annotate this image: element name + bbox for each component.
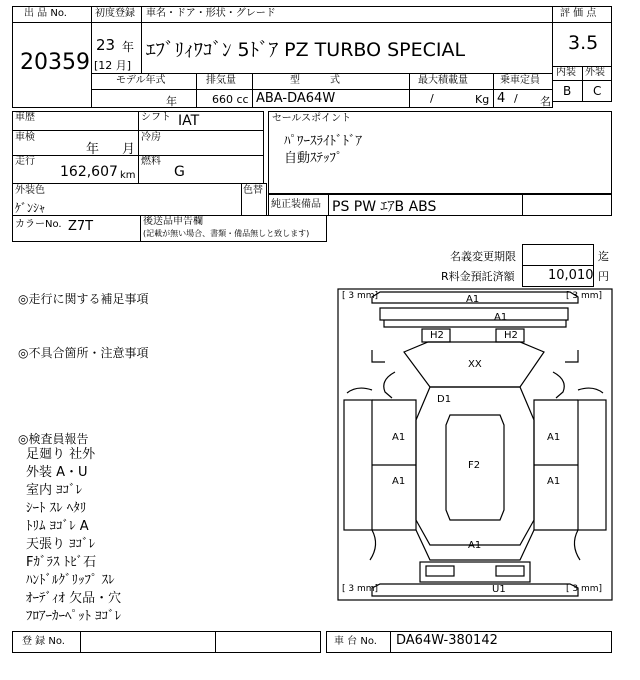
mark-windshield: XX — [468, 359, 482, 370]
mileage-unit: km — [120, 170, 136, 181]
inspection-label: 車検 — [15, 132, 35, 143]
name-change-unit: 迄 — [598, 250, 609, 263]
sales-point-2: 自動ｽﾃｯﾌﾟ — [284, 151, 343, 166]
color-no-label: カラーNo. — [15, 219, 62, 230]
ext-color-label: 外装色 — [15, 185, 45, 196]
mark-hood: A1 — [494, 312, 508, 323]
mark-rear-gate: A1 — [468, 540, 482, 551]
tread-front-right: [ 3 mm] — [566, 291, 603, 301]
inspector-item: ｼｰﾄ ｽﾚ ﾍﾀﾘ — [26, 501, 87, 516]
color-no-value: Z7T — [68, 219, 94, 234]
lot-number-label: 出 品 No. — [24, 8, 67, 19]
aftermarket-label: 後送品申告欄 — [143, 216, 203, 227]
aftermarket-note: (記載が無い場合、書類・備品無しと致します) — [143, 229, 310, 238]
mark-rear-bumper: U1 — [492, 584, 506, 595]
shift-value: IAT — [178, 113, 200, 129]
capacity-slash: / — [514, 92, 518, 105]
capacity-value: 4 — [497, 91, 506, 106]
inspection-year-unit: 年 — [86, 142, 100, 157]
tread-rear-left: [ 3 mm] — [342, 584, 379, 594]
max-load-unit: Kg — [475, 93, 490, 106]
sales-points-label: セールスポイント — [272, 113, 352, 124]
model-year-unit: 年 — [166, 95, 177, 108]
recycle-value: 10,010 — [548, 268, 594, 283]
chassis-number: DA64W-380142 — [396, 633, 498, 648]
inspector-item: ﾄﾘﾑ ﾖｺﾞﾚ A — [26, 519, 89, 534]
history-label: 車歴 — [15, 112, 35, 123]
car-name: ｴﾌﾞﾘｨﾜｺﾞﾝ 5ﾄﾞｱ PZ TURBO SPECIAL — [146, 39, 466, 61]
capacity-label: 乗車定員 — [500, 75, 540, 86]
inspector-item: ﾊﾝﾄﾞﾙｸﾞﾘｯﾌﾟ ｽﾚ — [26, 573, 115, 588]
inspector-item: 室内 ﾖｺﾞﾚ — [26, 483, 83, 498]
mark-right-front-door: A1 — [547, 432, 561, 443]
first-reg-label: 初度登録 — [95, 8, 135, 19]
max-load-label: 最大積載量 — [418, 75, 468, 86]
recycle-label: R料金預託済額 — [441, 270, 515, 283]
exterior-label: 外装 — [585, 67, 605, 78]
genuine-label: 純正装備品 — [271, 199, 321, 210]
inspector-item: Fｶﾞﾗｽ ﾄﾋﾞ石 — [26, 555, 97, 570]
inspector-item: 天張り ﾖｺﾞﾚ — [26, 537, 96, 552]
name-change-label: 名義変更期限 — [450, 250, 516, 263]
max-load-slash: / — [430, 92, 434, 105]
recycle-unit: 円 — [598, 270, 609, 283]
exterior-grade: C — [593, 84, 602, 98]
reg-year-unit: 年 — [122, 40, 135, 54]
reg-no-label: 登 録 No. — [22, 636, 65, 647]
lot-number: 20359 — [20, 50, 90, 75]
mileage-value: 162,607 — [60, 164, 118, 180]
displacement: 660 cc — [212, 93, 249, 106]
shift-label: シフト — [141, 112, 171, 123]
mark-right-rear-door: A1 — [547, 476, 561, 487]
fuel-value: G — [174, 164, 185, 180]
inspector-item: ﾌﾛｱｰｶｰﾍﾟｯﾄ ﾖｺﾞﾚ — [26, 609, 122, 624]
car-name-label: 車名・ドア・形状・グレード — [146, 8, 276, 19]
capacity-unit: 名 — [540, 95, 551, 108]
inspection-month-unit: 月 — [122, 142, 136, 157]
reg-month: [12 月] — [94, 59, 132, 72]
mark-headlight-right: H2 — [504, 330, 518, 341]
driving-notes-label: ◎走行に関する補足事項 — [18, 292, 149, 306]
defects-label: ◎不具合箇所・注意事項 — [18, 346, 149, 360]
genuine-equipment: PS PW ｴｱB ABS — [332, 199, 437, 215]
reg-year: 23 — [96, 36, 116, 54]
mileage-label: 走行 — [15, 156, 35, 167]
tread-front-left: [ 3 mm] — [342, 291, 379, 301]
inspector-item: 足廻り 社外 — [26, 447, 96, 462]
mark-front-bumper: A1 — [466, 294, 480, 305]
inspector-item: ｵｰﾃﾞｨｵ 欠品・穴 — [26, 591, 122, 606]
rating-label: 評 価 点 — [560, 8, 597, 19]
model-year-label: モデル年式 — [116, 75, 166, 86]
type-label: 型 式 — [290, 75, 340, 86]
recolor-label: 色替 — [243, 185, 263, 196]
inspector-label: ◎検査員報告 — [18, 432, 89, 446]
displacement-label: 排気量 — [206, 75, 236, 86]
mark-headlight-left: H2 — [430, 330, 444, 341]
sales-point-1: ﾊﾟﾜｰｽﾗｲﾄﾞﾄﾞｱ — [284, 134, 362, 149]
interior-label: 内装 — [556, 67, 576, 78]
mark-left-rear-door: A1 — [392, 476, 406, 487]
chassis-label: 車 台 No. — [334, 636, 377, 647]
mark-front-door: D1 — [437, 394, 452, 405]
rating-value: 3.5 — [568, 32, 599, 54]
ac-label: 冷房 — [141, 132, 161, 143]
mark-floor: F2 — [468, 460, 481, 471]
inspector-item: 外装 A・U — [26, 465, 88, 480]
interior-grade: B — [563, 84, 572, 98]
ext-color-value: ｹﾞﾝｼｬ — [15, 201, 46, 215]
mark-left-front-door: A1 — [392, 432, 406, 443]
model-type: ABA-DA64W — [256, 91, 336, 106]
fuel-label: 燃料 — [141, 156, 161, 167]
tread-rear-right: [ 3 mm] — [566, 584, 603, 594]
